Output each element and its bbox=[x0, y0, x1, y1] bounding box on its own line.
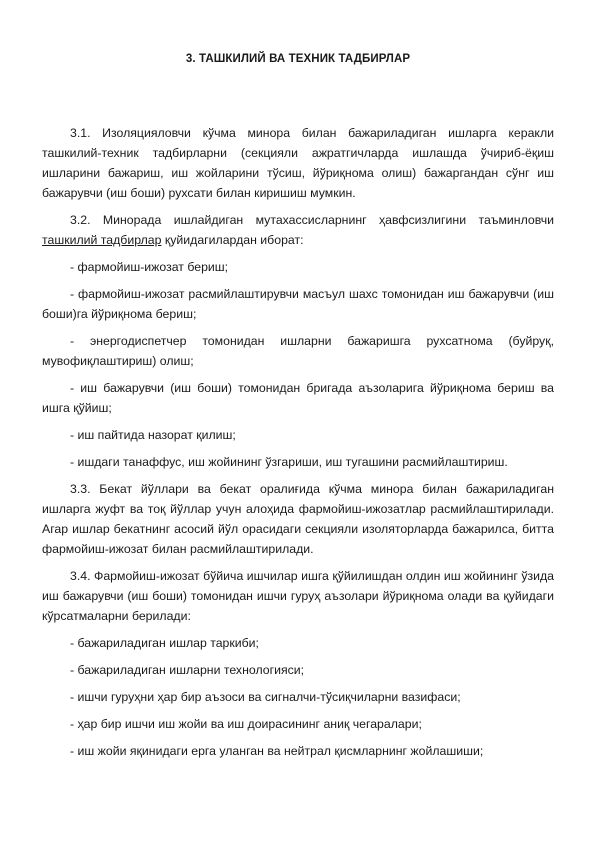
paragraph-3-4: 3.4. Фармойиш-ижозат бўйича ишчилар ишга қўйилишдан олдин иш жойининг ўзида иш бажарувчи (иш боши) томонидан ишчи гуруҳ аъзолари йўриқнома олади ва қуйидаги кўрсатмаларни берилади: bbox=[42, 569, 554, 623]
paragraph-3-3: 3.3. Бекат йўллари ва бекат оралиғида кўчма минора билан бажариладиган ишларга жуфт ва тоқ йўллар учун алоҳида фармойиш-ижозатлар расмийлаштирилади. Агар ишлар бекатнинг асосий йўл орасидаги секцияли изоляторларда бажарилса, битта фармойиш-ижозат билан расмийлаштирилади. bbox=[42, 482, 554, 556]
underlined-term: ташкилий тадбирлар bbox=[42, 233, 162, 247]
paragraph-3-1: 3.1. Изоляцияловчи кўчма минора билан бажариладиган ишларга керакли ташкилий-техник тадбирларни (секцияли ажратгичларда ишлашда ўчириб-ёқиш ишларини бажариш, иш жойларини тўсиш, йўриқнома олиш) бажаргандан сўнг иш бажарувчи (иш боши) рухсати билан киришиш мумкин. bbox=[42, 126, 554, 200]
list-item-3: - энергодиспетчер томонидан ишларни бажаришга рухсатнома (буйруқ, мувофиқлаштириш) олиш; bbox=[42, 334, 554, 368]
instruction-item-4: - ҳар бир ишчи иш жойи ва иш доирасининг аниқ чегаралари; bbox=[70, 717, 422, 731]
list-item-5: - иш пайтида назорат қилиш; bbox=[70, 428, 236, 442]
instruction-item-2: - бажариладиган ишларни технологияси; bbox=[70, 663, 305, 677]
list-item-6: - ишдаги танаффус, иш жойининг ўзгариши, иш тугашини расмийлаштириш. bbox=[70, 455, 508, 469]
instruction-item-5: - иш жойи яқинидаги ерга уланган ва нейтрал қисмларнинг жойлашиши; bbox=[70, 744, 484, 758]
list-item-1: - фармойиш-ижозат бериш; bbox=[70, 260, 229, 274]
paragraph-3-2-text-end: қуйидагилардан иборат: bbox=[161, 233, 304, 247]
paragraph-3-2-text-start: 3.2. Минорада ишлайдиган мутахассисларнинг ҳавфсизлигини таъминловчи bbox=[70, 213, 554, 227]
list-item-2: - фармойиш-ижозат расмийлаштирувчи масъул шахс томонидан иш бажарувчи (иш боши)га йўриқнома бериш; bbox=[42, 287, 554, 321]
document-body bbox=[42, 123, 554, 761]
section-title: 3. ТАШКИЛИЙ ВА ТЕХНИК ТАДБИРЛАР bbox=[185, 53, 411, 65]
instruction-item-1: - бажариладиган ишлар таркиби; bbox=[70, 636, 259, 650]
paragraph-3-2 bbox=[42, 210, 554, 250]
list-item-4: - иш бажарувчи (иш боши) томонидан бригада аъзоларига йўриқнома бериш ва ишга қўйиш; bbox=[42, 381, 554, 415]
instruction-item-3: - ишчи гуруҳни ҳар бир аъзоси ва сигналчи-тўсиқчиларни вазифаси; bbox=[70, 690, 461, 704]
